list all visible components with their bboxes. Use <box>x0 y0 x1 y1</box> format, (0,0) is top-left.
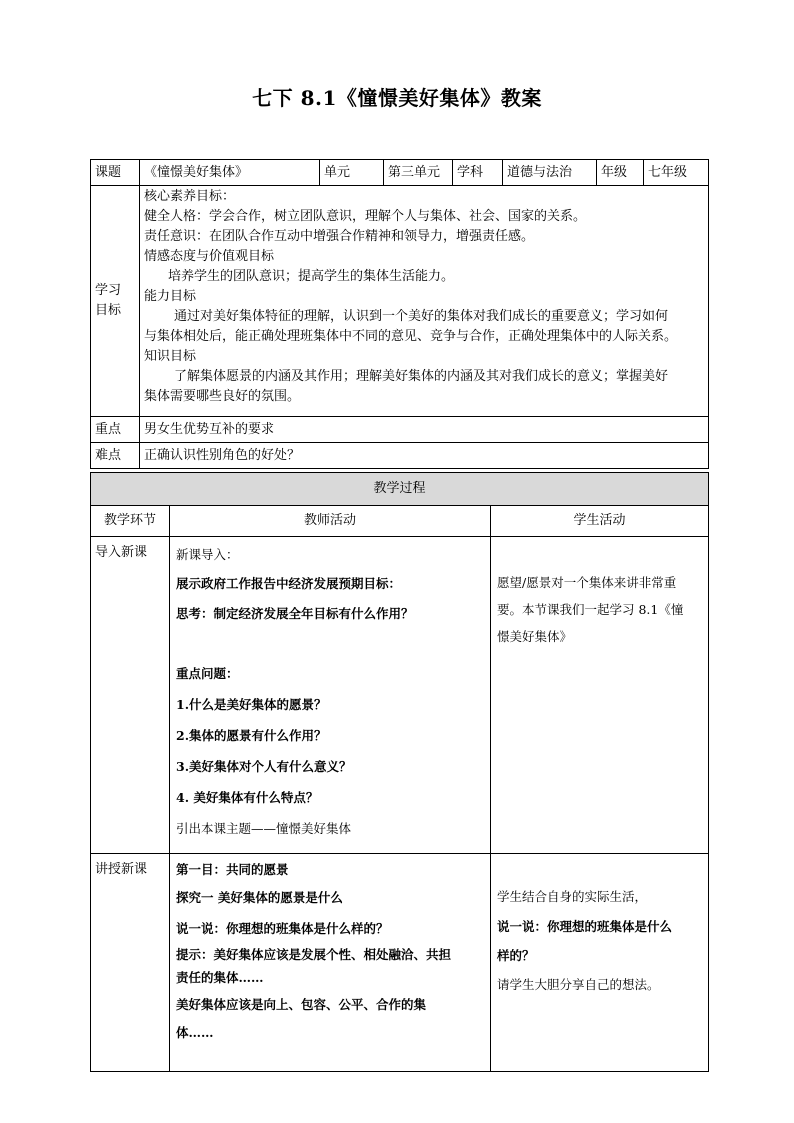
student-activity-cell: 学生结合自身的实际生活， 说一说：你理想的班集体是什么 样的？ 请学生大胆分享自己的想法。 <box>491 854 709 1072</box>
teacher-activity-cell: 新课导入： 展示政府工作报告中经济发展预期目标： 思考：制定经济发展全年目标有什么作用？ 重点问题： 1.什么是美好集体的愿景？ 2.集体的愿景有什么作用？ 3.美好集体对个人有什么意义？ 4. 美好集体有什么特点？ 引出本课主题——憧憬美好集体 <box>170 537 491 854</box>
stage-cell: 导入新课 <box>91 537 170 854</box>
course-value: 《憧憬美好集体》 <box>140 160 320 186</box>
course-label: 课题 <box>91 160 140 186</box>
stage-cell: 讲授新课 <box>91 854 170 1072</box>
process-banner: 教学过程 <box>91 473 709 506</box>
subject-label: 学科 <box>453 160 503 186</box>
col-header-teacher: 教师活动 <box>170 506 491 537</box>
unit-label: 单元 <box>320 160 384 186</box>
grade-value: 七年级 <box>644 160 709 186</box>
objective-line: 培养学生的团队意识；提高学生的集体生活能力。 <box>168 269 455 284</box>
student-activity-cell: 愿望/愿景对一个集体来讲非常重 要。本节课我们一起学习 8.1《憧 憬美好集体》 <box>491 537 709 854</box>
objective-line: 情感态度与价值观目标 <box>144 249 275 264</box>
objective-line: 集体需要哪些良好的氛围。 <box>144 389 301 404</box>
col-header-student: 学生活动 <box>491 506 709 537</box>
objective-line: 能力目标 <box>144 289 197 304</box>
col-header-stage: 教学环节 <box>91 506 170 537</box>
objective-line: 与集体相处后，能正确处理班集体中不同的意见、竞争与合作，正确处理集体中的人际关系。 <box>144 329 678 344</box>
objective-line: 核心素养目标： <box>144 189 236 204</box>
objectives-content <box>140 186 709 417</box>
unit-value: 第三单元 <box>384 160 453 186</box>
difficulty-value: 正确认识性别角色的好处？ <box>140 443 709 469</box>
objective-line: 了解集体愿景的内涵及其作用；理解美好集体的内涵及其对我们成长的意义；掌握美好 <box>174 369 669 384</box>
teaching-process-table <box>90 472 709 1072</box>
teacher-activity-cell: 第一目：共同的愿景 探究一 美好集体的愿景是什么 说一说：你理想的班集体是什么样的？ 提示：美好集体应该是发展个性、相处融洽、共担 责任的集体…… 美好集体应该是向上、包容、公平、合作的集 体…… <box>170 854 491 1072</box>
objective-line: 通过对美好集体特征的理解，认识到一个美好的集体对我们成长的重要意义；学习如何 <box>174 309 669 324</box>
document-title: 七下 8.1《憧憬美好集体》教案 <box>252 86 542 110</box>
objective-line: 责任意识：在团队合作互动中增强合作精神和领导力，增强责任感。 <box>144 229 535 244</box>
key-point-value: 男女生优势互补的要求 <box>140 417 709 443</box>
objective-line: 知识目标 <box>144 349 197 364</box>
difficulty-label: 难点 <box>91 443 140 469</box>
key-point-label: 重点 <box>91 417 140 443</box>
objective-line: 健全人格：学会合作，树立团队意识，理解个人与集体、社会、国家的关系。 <box>144 209 587 224</box>
lesson-info-table <box>90 159 709 469</box>
subject-value: 道德与法治 <box>503 160 597 186</box>
grade-label: 年级 <box>597 160 644 186</box>
objectives-label: 学习 目标 <box>91 186 140 417</box>
